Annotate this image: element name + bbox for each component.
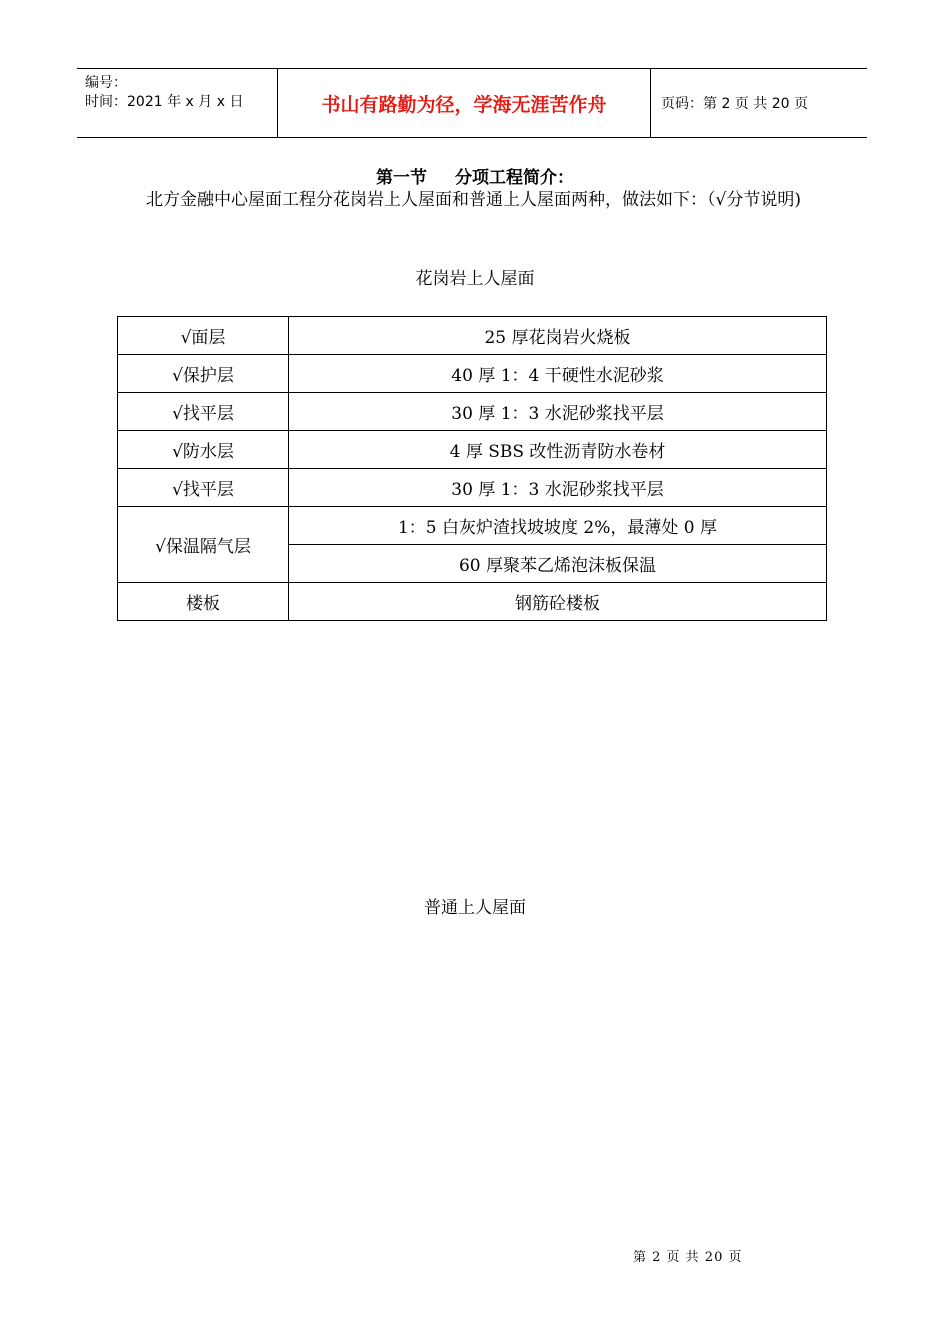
header-meta-cell xyxy=(77,69,278,137)
layer-name: 楼板 xyxy=(118,583,289,621)
layer-name: √找平层 xyxy=(118,393,289,431)
serial-label: 编号： xyxy=(85,75,127,91)
layer-name: √找平层 xyxy=(118,469,289,507)
layer-detail: 1：5 白灰炉渣找坡坡度 2%，最薄处 0 厚 xyxy=(289,507,827,545)
table2-caption: 普通上人屋面 xyxy=(424,898,526,918)
layer-name: √面层 xyxy=(118,317,289,355)
layer-detail: 钢筋砼楼板 xyxy=(289,583,827,621)
table-row xyxy=(118,355,827,393)
section-intro: 北方金融中心屋面工程分花岗岩上人屋面和普通上人屋面两种，做法如下：（√分节说明) xyxy=(146,190,801,210)
table-row xyxy=(118,469,827,507)
date-line: 时间：2021 年 x 月 x 日 xyxy=(85,94,244,110)
table-row xyxy=(118,583,827,621)
section-heading xyxy=(0,163,950,188)
layer-detail: 4 厚 SBS 改性沥青防水卷材 xyxy=(289,431,827,469)
granite-roof-layers-table xyxy=(117,316,827,621)
layer-name: √保温隔气层 xyxy=(118,507,289,583)
layer-detail: 30 厚 1：3 水泥砂浆找平层 xyxy=(289,469,827,507)
header-motto: 书山有路勤为径，学海无涯苦作舟 xyxy=(278,69,651,137)
table-row xyxy=(118,393,827,431)
page-footer: 第 2 页 共 20 页 xyxy=(633,1250,743,1265)
table-row xyxy=(118,317,827,355)
layer-detail: 40 厚 1：4 干硬性水泥砂浆 xyxy=(289,355,827,393)
layer-name: √防水层 xyxy=(118,431,289,469)
table-row xyxy=(118,431,827,469)
section-title: 分项工程简介： xyxy=(455,168,574,188)
layer-name: √保护层 xyxy=(118,355,289,393)
table-row xyxy=(118,507,827,545)
layer-detail: 25 厚花岗岩火烧板 xyxy=(289,317,827,355)
layer-detail: 60 厚聚苯乙烯泡沫板保温 xyxy=(289,545,827,583)
header-page-info: 页码：第 2 页 共 20 页 xyxy=(661,96,808,112)
table1-caption: 花岗岩上人屋面 xyxy=(415,269,535,289)
section-number: 第一节 xyxy=(376,168,427,188)
page-header xyxy=(77,68,867,138)
layer-detail: 30 厚 1：3 水泥砂浆找平层 xyxy=(289,393,827,431)
